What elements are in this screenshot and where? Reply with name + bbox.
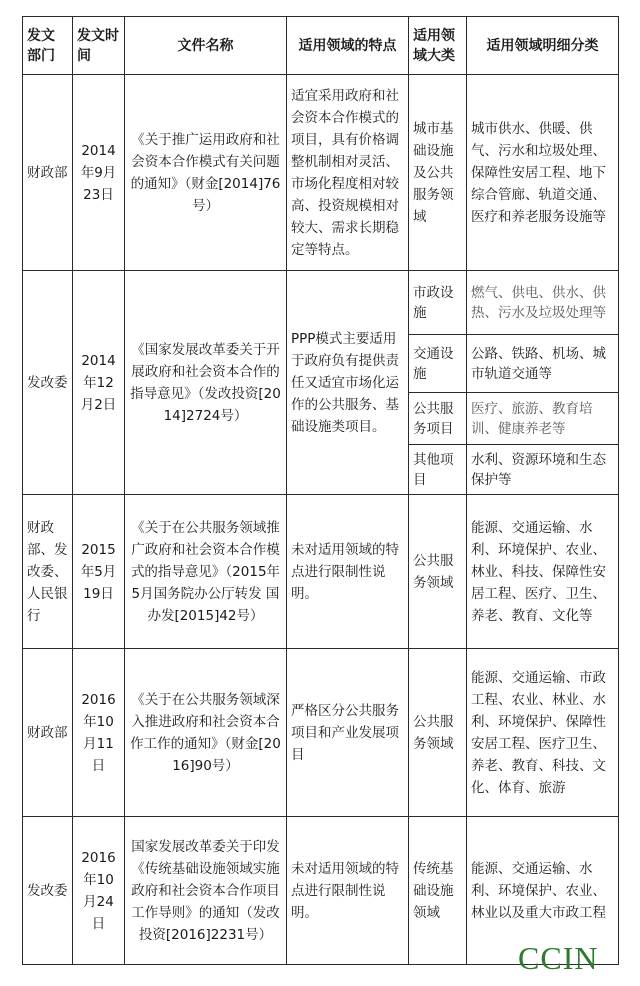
cell-detail: 能源、交通运输、水利、环境保护、农业、林业、科技、保障性安居工程、医疗、卫生、养老、教育、文化等: [467, 495, 619, 649]
cell-category: 市政设施: [409, 271, 467, 335]
cell-doc: 《国家发展改革委关于开展政府和社会资本合作的指导意见》（发改投资[2014]2724号）: [125, 271, 287, 495]
cell-doc: 《关于在公共服务领域深入推进政府和社会资本合作工作的通知》（财金[2016]90号）: [125, 649, 287, 817]
cell-category: 公共服务领域: [409, 649, 467, 817]
cell-date: 2015年5月19日: [73, 495, 125, 649]
cell-feature: 未对适用领域的特点进行限制性说明。: [287, 817, 409, 965]
cell-category: 城市基础设施及公共服务领域: [409, 75, 467, 271]
header-dept: 发文部门: [23, 17, 73, 75]
cell-detail: 能源、交通运输、水利、环境保护、农业、林业以及重大市政工程: [467, 817, 619, 965]
header-feature: 适用领域的特点: [287, 17, 409, 75]
cell-category: 其他项目: [409, 445, 467, 495]
cell-detail: 公路、铁路、机场、城市轨道交通等: [467, 335, 619, 393]
header-date: 发文时间: [73, 17, 125, 75]
header-doc: 文件名称: [125, 17, 287, 75]
header-detail: 适用领域明细分类: [467, 17, 619, 75]
cell-date: 2016年10月24日: [73, 817, 125, 965]
cell-feature: 严格区分公共服务项目和产业发展项目: [287, 649, 409, 817]
cell-detail: 医疗、旅游、教育培训、健康养老等: [467, 393, 619, 445]
cell-dept: 发改委: [23, 271, 73, 495]
cell-dept: 财政部: [23, 649, 73, 817]
cell-date: 2016年10月11日: [73, 649, 125, 817]
cell-category: 公共服务项目: [409, 393, 467, 445]
cell-detail: 城市供水、供暖、供气、污水和垃圾处理、保障性安居工程、地下综合管廊、轨道交通、医疗和养老服务设施等: [467, 75, 619, 271]
cell-feature: 未对适用领域的特点进行限制性说明。: [287, 495, 409, 649]
cell-date: 2014年12月2日: [73, 271, 125, 495]
cell-category: 交通设施: [409, 335, 467, 393]
header-category: 适用领域大类: [409, 17, 467, 75]
table-row: [23, 75, 619, 271]
table-row: [23, 271, 619, 335]
table-header-row: [23, 17, 619, 75]
cell-category: 传统基础设施领域: [409, 817, 467, 965]
cell-date: 2014年9月23日: [73, 75, 125, 271]
cell-feature: PPP模式主要适用于政府负有提供责任又适宜市场化运作的公共服务、基础设施类项目。: [287, 271, 409, 495]
cell-doc: 国家发展改革委关于印发《传统基础设施领域实施政府和社会资本合作项目工作导则》的通知（发改投资[2016]2231号）: [125, 817, 287, 965]
cell-doc: 《关于在公共服务领域推广政府和社会资本合作模式的指导意见》（2015年5月国务院办公厅转发 国办发[2015]42号）: [125, 495, 287, 649]
cell-detail: 水利、资源环境和生态保护等: [467, 445, 619, 495]
cell-detail: 能源、交通运输、市政工程、农业、林业、水利、环境保护、保障性安居工程、医疗卫生、养老、教育、科技、文化、体育、旅游: [467, 649, 619, 817]
cell-detail: 燃气、供电、供水、供热、污水及垃圾处理等: [467, 271, 619, 335]
cell-dept: 财政部、发改委、人民银行: [23, 495, 73, 649]
table-row: [23, 649, 619, 817]
cell-feature: 适宜采用政府和社会资本合作模式的项目，具有价格调整机制相对灵活、市场化程度相对较高、投资规模相对较大、需求长期稳定等特点。: [287, 75, 409, 271]
ppp-policy-table: [22, 16, 619, 965]
ccin-watermark-logo: CCIN: [518, 940, 599, 976]
cell-doc: 《关于推广运用政府和社会资本合作模式有关问题的通知》（财金[2014]76号）: [125, 75, 287, 271]
cell-dept: 发改委: [23, 817, 73, 965]
cell-category: 公共服务领域: [409, 495, 467, 649]
cell-dept: 财政部: [23, 75, 73, 271]
table-row: [23, 495, 619, 649]
